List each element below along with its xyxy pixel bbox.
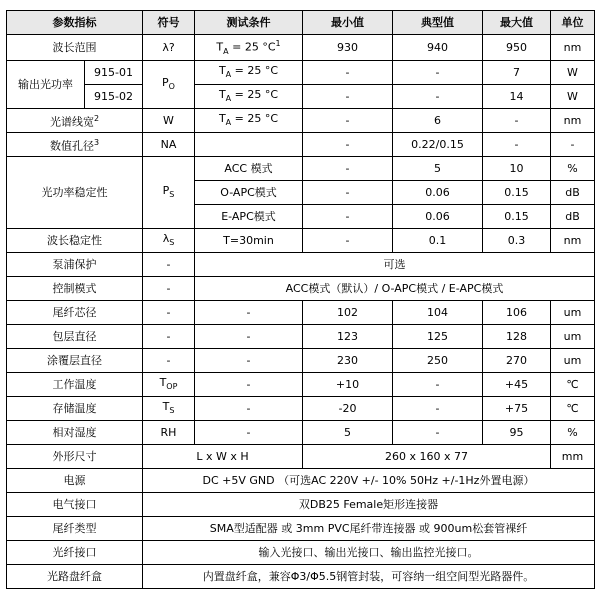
table-row <box>7 276 595 300</box>
row-min: - <box>303 84 393 108</box>
row-min: +10 <box>303 372 393 396</box>
row-min: 102 <box>303 300 393 324</box>
row-value: SMA型适配器 或 3mm PVC尾纤带连接器 或 900um松套管裸纤 <box>143 516 595 540</box>
header-cell-condition: 测试条件 <box>195 11 303 35</box>
row-label: 包层直径 <box>7 324 143 348</box>
table-row <box>7 492 595 516</box>
row-typ: - <box>393 84 483 108</box>
row-unit: ℃ <box>551 396 595 420</box>
row-min: 5 <box>303 420 393 444</box>
row-min: - <box>303 228 393 252</box>
row-unit: W <box>551 60 595 84</box>
row-typ: 0.06 <box>393 204 483 228</box>
row-max: 270 <box>483 348 551 372</box>
row-label: 存储温度 <box>7 396 143 420</box>
row-condition: $T_A = 25$ °C <box>195 60 303 84</box>
row-typ: - <box>393 420 483 444</box>
row-symbol: - <box>143 300 195 324</box>
row-condition: ACC 模式 <box>195 156 303 180</box>
row-symbol: $P_S$ <box>143 156 195 228</box>
row-typ: 940 <box>393 35 483 61</box>
row-unit: % <box>551 420 595 444</box>
row-unit: dB <box>551 180 595 204</box>
row-min: 230 <box>303 348 393 372</box>
row-unit: nm <box>551 228 595 252</box>
row-condition: $T_A = 25$ °C <box>195 84 303 108</box>
table-row <box>7 372 595 396</box>
row-min: - <box>303 204 393 228</box>
table-row <box>7 564 595 588</box>
row-label: 尾纤类型 <box>7 516 143 540</box>
table-row <box>7 252 595 276</box>
row-max: 10 <box>483 156 551 180</box>
row-symbol: $T_{OP}$ <box>143 372 195 396</box>
row-condition <box>195 132 303 156</box>
row-label: 尾纤芯径 <box>7 300 143 324</box>
row-label: 波长范围 <box>7 35 143 61</box>
row-unit: % <box>551 156 595 180</box>
row-max: 0.15 <box>483 180 551 204</box>
header-cell-max: 最大值 <box>483 11 551 35</box>
row-min: - <box>303 108 393 132</box>
header-cell-unit: 单位 <box>551 11 595 35</box>
row-label: 波长稳定性 <box>7 228 143 252</box>
row-value: 输入光接口、输出光接口、输出监控光接口。 <box>143 540 595 564</box>
table-row <box>7 132 595 156</box>
row-unit: W <box>551 84 595 108</box>
row-label: 电源 <box>7 468 143 492</box>
row-max: 128 <box>483 324 551 348</box>
row-max: 7 <box>483 60 551 84</box>
row-typ: - <box>393 396 483 420</box>
row-min: 930 <box>303 35 393 61</box>
row-label: 泵浦保护 <box>7 252 143 276</box>
specification-table <box>6 10 595 589</box>
row-typ: 0.1 <box>393 228 483 252</box>
row-typ: 250 <box>393 348 483 372</box>
row-label: 光纤接口 <box>7 540 143 564</box>
row-typ: 6 <box>393 108 483 132</box>
row-unit: um <box>551 300 595 324</box>
row-label: 外形尺寸 <box>7 444 143 468</box>
row-condition: - <box>195 324 303 348</box>
table-row <box>7 84 595 108</box>
row-max: - <box>483 108 551 132</box>
row-condition: - <box>195 396 303 420</box>
row-label: 数值孔径$^3$ <box>7 132 143 156</box>
row-unit: nm <box>551 108 595 132</box>
row-sublabel: 915-01 <box>85 60 143 84</box>
table-row <box>7 60 595 84</box>
row-value: 内置盘纤盒，兼容Φ3/Φ5.5钢管封装，可容纳一组空间型光路器件。 <box>143 564 595 588</box>
table-row <box>7 516 595 540</box>
row-symbol: RH <box>143 420 195 444</box>
row-label: 控制模式 <box>7 276 143 300</box>
row-condition: - <box>195 372 303 396</box>
table-row <box>7 228 595 252</box>
row-typ: 0.06 <box>393 180 483 204</box>
row-min: - <box>303 60 393 84</box>
row-typ: - <box>393 372 483 396</box>
row-max: 95 <box>483 420 551 444</box>
header-cell-min: 最小值 <box>303 11 393 35</box>
table-header-row <box>7 11 595 35</box>
row-value: ACC模式（默认）/ O-APC模式 / E-APC模式 <box>195 276 595 300</box>
row-unit: mm <box>551 444 595 468</box>
table-row <box>7 348 595 372</box>
row-max: 0.3 <box>483 228 551 252</box>
row-symbol: - <box>143 276 195 300</box>
row-symbol: L x W x H <box>143 444 303 468</box>
row-max: +45 <box>483 372 551 396</box>
row-max: +75 <box>483 396 551 420</box>
row-min: - <box>303 156 393 180</box>
row-unit: um <box>551 324 595 348</box>
table-row <box>7 396 595 420</box>
row-condition: - <box>195 300 303 324</box>
row-symbol: - <box>143 252 195 276</box>
row-condition: O-APC模式 <box>195 180 303 204</box>
row-condition: - <box>195 348 303 372</box>
row-label: 光谱线宽$^2$ <box>7 108 143 132</box>
table-row <box>7 324 595 348</box>
row-unit: ℃ <box>551 372 595 396</box>
table-row <box>7 540 595 564</box>
row-min: - <box>303 180 393 204</box>
row-min: -20 <box>303 396 393 420</box>
row-label: 工作温度 <box>7 372 143 396</box>
row-label: 电气接口 <box>7 492 143 516</box>
row-sublabel: 915-02 <box>85 84 143 108</box>
row-min: 123 <box>303 324 393 348</box>
row-condition: T=30min <box>195 228 303 252</box>
row-symbol: NA <box>143 132 195 156</box>
row-value: 可选 <box>195 252 595 276</box>
row-max: 0.15 <box>483 204 551 228</box>
table-row <box>7 156 595 180</box>
row-typ: 104 <box>393 300 483 324</box>
row-label: 输出光功率 <box>7 60 85 108</box>
row-max: - <box>483 132 551 156</box>
row-label: 光路盘纤盒 <box>7 564 143 588</box>
table-row <box>7 444 595 468</box>
row-typ: 125 <box>393 324 483 348</box>
row-symbol: $\lambda_S$ <box>143 228 195 252</box>
row-unit: dB <box>551 204 595 228</box>
row-typ: 0.22/0.15 <box>393 132 483 156</box>
row-condition: $T_A = 25$ °C <box>195 108 303 132</box>
row-label: 光功率稳定性 <box>7 156 143 228</box>
row-condition: $T_A = 25$ $^\circ C^1$ <box>195 35 303 61</box>
row-max: 106 <box>483 300 551 324</box>
row-symbol: λ? <box>143 35 195 61</box>
table-row <box>7 468 595 492</box>
row-unit: nm <box>551 35 595 61</box>
table-row <box>7 35 595 61</box>
row-symbol: W <box>143 108 195 132</box>
row-typ: 5 <box>393 156 483 180</box>
row-label: 涂覆层直径 <box>7 348 143 372</box>
table-row <box>7 108 595 132</box>
row-unit: um <box>551 348 595 372</box>
header-cell-symbol: 符号 <box>143 11 195 35</box>
row-min: - <box>303 132 393 156</box>
row-symbol: - <box>143 348 195 372</box>
row-label: 相对湿度 <box>7 420 143 444</box>
table-row <box>7 300 595 324</box>
header-cell-typ: 典型值 <box>393 11 483 35</box>
row-typ: - <box>393 60 483 84</box>
table-row <box>7 420 595 444</box>
row-condition: E-APC模式 <box>195 204 303 228</box>
row-unit: - <box>551 132 595 156</box>
row-condition: - <box>195 420 303 444</box>
row-symbol: - <box>143 324 195 348</box>
row-value: 260 x 160 x 77 <box>303 444 551 468</box>
row-symbol: $T_S$ <box>143 396 195 420</box>
row-max: 14 <box>483 84 551 108</box>
row-symbol: $P_O$ <box>143 60 195 108</box>
row-max: 950 <box>483 35 551 61</box>
row-value: 双DB25 Female矩形连接器 <box>143 492 595 516</box>
row-value: DC +5V GND （可选AC 220V +/- 10% 50Hz +/-1Hz外置电源） <box>143 468 595 492</box>
header-cell-parameter: 参数指标 <box>7 11 143 35</box>
